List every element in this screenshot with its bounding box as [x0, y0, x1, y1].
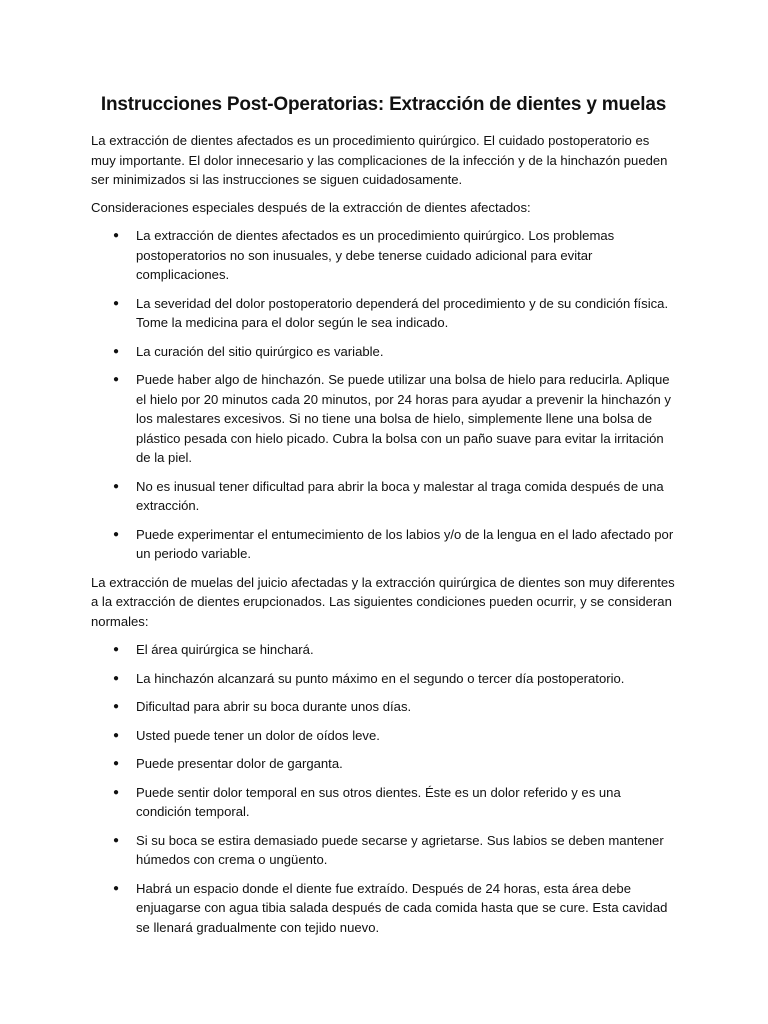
list-item: ● Puede haber algo de hinchazón. Se puede utilizar una bolsa de hielo para reducirla. Aplique el hielo por 20 minutos cada 20 minutos, por 24 horas para ayudar a prevenir la hinchazón y los malestares excesivos. Si no tiene una bolsa de hielo, simplemente llene una bolsa de plástico pesada con hielo picado. Cubra la bolsa con un paño suave para evitar la irritación de la piel.: [113, 372, 671, 465]
list-item: ● Habrá un espacio donde el diente fue extraído. Después de 24 horas, esta área debe enjuagarse con agua tibia salada después de cada comida hasta que se cure. Esta cavidad se llenará gradualmente con tejido nuevo.: [113, 880, 668, 935]
list-item: ● La extracción de dientes afectados es un procedimiento quirúrgico. Los problemas postoperatorios no son inusuales, y debe tenerse cuidado adicional para evitar complicaciones.: [113, 228, 615, 282]
bullet-icon: ●: [113, 480, 120, 492]
list-item: ● La severidad del dolor postoperatorio dependerá del procedimiento y de su condición física. Tome la medicina para el dolor según le sea indicado.: [113, 295, 669, 330]
list-item: ● La hinchazón alcanzará su punto máximo en el segundo o tercer día postoperatorio.: [91, 669, 676, 689]
bullet-icon: ●: [113, 701, 120, 712]
section2-intro: La extracción de muelas del juicio afectadas y la extracción quirúrgica de dientes son muy diferentes a la extracción de dientes erupcionados. Las siguientes condiciones pueden ocurrir, y se consideran normales:: [91, 574, 675, 629]
list-item: ● El área quirúrgica se hinchará.: [91, 640, 676, 660]
list-item: ● Dificultad para abrir su boca durante unos días.: [91, 697, 676, 717]
bullet-icon: ●: [113, 672, 120, 684]
bullet-icon: ●: [113, 230, 120, 241]
document-title: Instrucciones Post-Operatorias: Extracción de dientes y muelas: [100, 94, 667, 115]
list-item: ● No es inusual tener dificultad para abrir la boca y malestar al traga comida después de una extracción.: [113, 478, 664, 513]
list-item: ● Si su boca se estira demasiado puede secarse y agrietarse. Sus labios se deben mantener húmedos con crema o ungüento.: [113, 832, 664, 867]
bullet-icon: ●: [113, 297, 120, 309]
bullet-icon: ●: [113, 882, 120, 894]
bullet-icon: ●: [113, 729, 120, 741]
bullet-icon: ●: [113, 528, 120, 540]
section1-list: [91, 226, 676, 564]
list-item: ● Puede sentir dolor temporal en sus otros dientes. Éste es un dolor referido y es una condición temporal.: [113, 784, 621, 819]
bullet-icon: ●: [113, 644, 120, 655]
bullet-icon: ●: [113, 374, 120, 385]
list-item: ● Puede presentar dolor de garganta.: [91, 754, 676, 774]
section1-heading: Consideraciones especiales después de la extracción de dientes afectados:: [91, 199, 531, 215]
bullet-icon: ●: [113, 834, 120, 846]
bullet-icon: ●: [113, 786, 120, 798]
bullet-icon: ●: [113, 345, 120, 357]
intro-paragraph: La extracción de dientes afectados es un procedimiento quirúrgico. El cuidado postoperatorio es muy importante. El dolor innecesario y las complicaciones de la infección y de la hinchazón pueden ser minimizados si las instrucciones se siguen cuidadosamente.: [91, 133, 668, 187]
list-item: ● Puede experimentar el entumecimiento de los labios y/o de la lengua en el lado afectado por un periodo variable.: [113, 526, 674, 561]
bullet-icon: ●: [113, 758, 120, 769]
list-item: ● Usted puede tener un dolor de oídos leve.: [91, 726, 676, 746]
list-item: ● La curación del sitio quirúrgico es variable.: [91, 342, 676, 362]
section2-list: [91, 640, 676, 937]
